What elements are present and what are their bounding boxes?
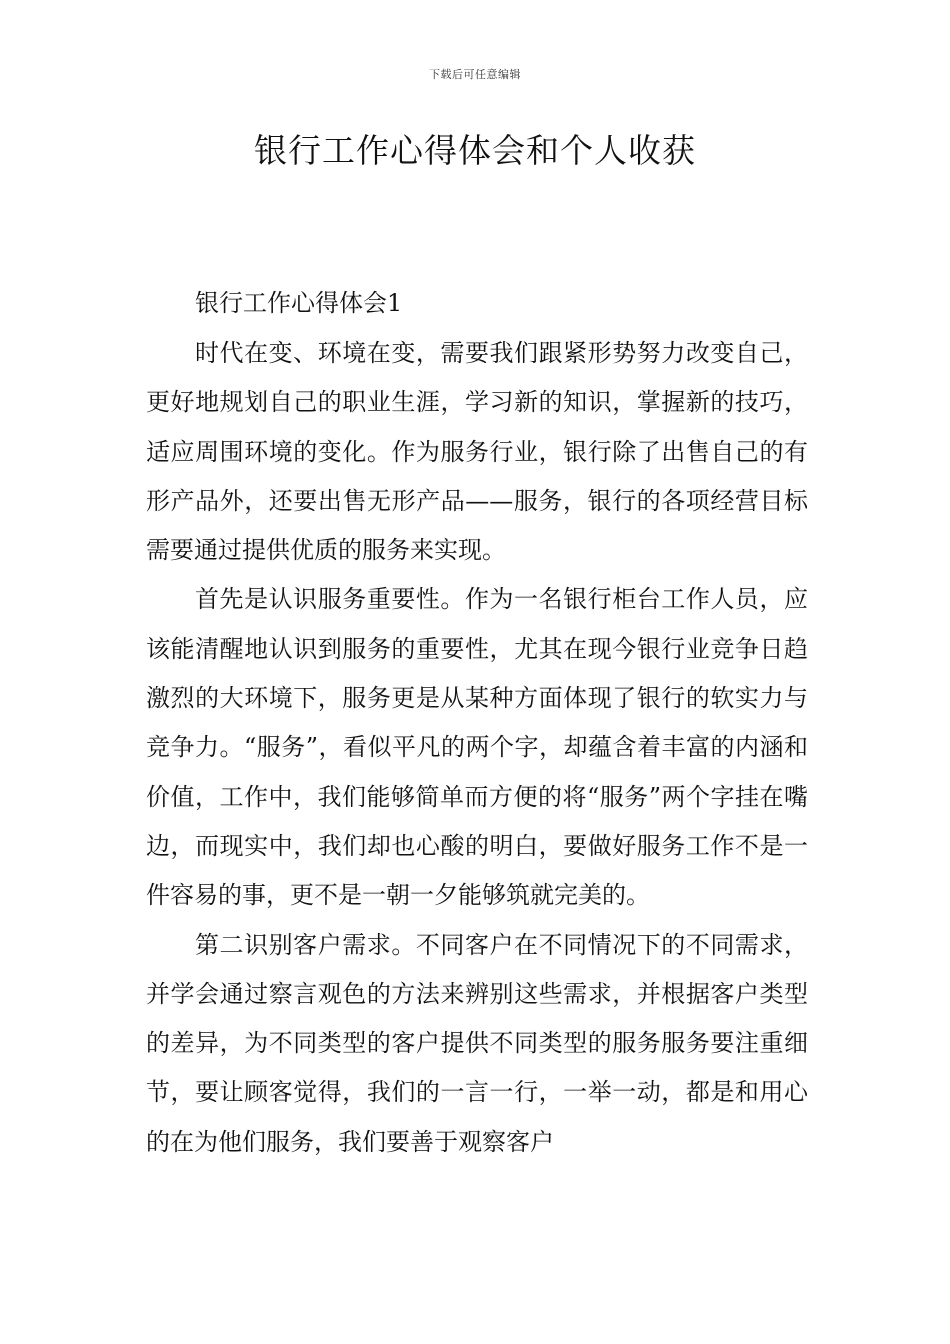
header-note: 下载后可任意编辑 xyxy=(429,68,521,81)
paragraph-1: 时代在变、环境在变，需要我们跟紧形势努力改变自己，更好地规划自己的职业生涯，学习新的知识，掌握新的技巧，适应周围环境的变化。作为服务行业，银行除了出售自己的有形产品外，还要出售无形产品——服务，银行的各项经营目标需要通过提供优质的服务来实现。 xyxy=(146,339,808,565)
document-title: 银行工作心得体会和个人收获 xyxy=(254,131,696,170)
section-heading: 银行工作心得体会1 xyxy=(195,289,403,317)
body-text xyxy=(146,329,808,1167)
paragraph-2: 首先是认识服务重要性。作为一名银行柜台工作人员，应该能清醒地认识到服务的重要性，尤其在现今银行业竞争日趋激烈的大环境下，服务更是从某种方面体现了银行的软实力与竞争力。“服务”，看似平凡的两个字，却蕴含着丰富的内涵和价值，工作中，我们能够简单而方便的将“服务”两个字挂在嘴边，而现实中，我们却也心酸的明白，要做好服务工作不是一件容易的事，更不是一朝一夕能够筑就完美的。 xyxy=(146,585,808,910)
paragraph-3: 第二识别客户需求。不同客户在不同情况下的不同需求，并学会通过察言观色的方法来辨别这些需求，并根据客户类型的差异，为不同类型的客户提供不同类型的服务服务要注重细节，要让顾客觉得，我们的一言一行，一举一动，都是和用心的在为他们服务，我们要善于观察客户 xyxy=(146,930,808,1156)
